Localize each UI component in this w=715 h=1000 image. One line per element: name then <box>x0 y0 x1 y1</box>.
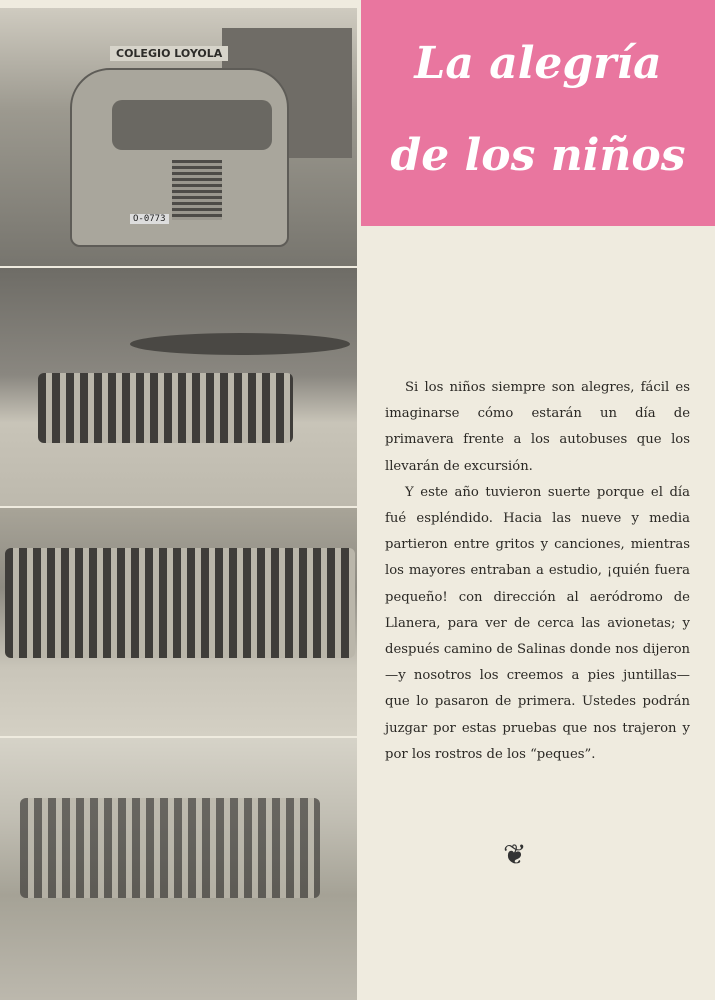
paragraph: Si los niños siempre son alegres, fácil es imaginarse cómo estarán un día de primavera frente a los autobuses que los llevarán de excursión. <box>385 380 690 474</box>
title-banner <box>361 0 715 226</box>
photo-beach-sand <box>0 738 357 1000</box>
bus-plate: O-0773 <box>130 214 169 224</box>
bus-windshield <box>112 100 272 150</box>
photo-airplane-group <box>0 268 357 506</box>
airplane-wing <box>130 333 350 355</box>
title-line-1: La alegría <box>414 38 662 89</box>
photo-beach-dunes <box>0 508 357 736</box>
children-group <box>38 373 293 443</box>
paragraph: Y este año tuvieron suerte porque el día fué espléndido. Hacia las nueve y media partieron entre gritos y canciones, mientras los mayores entraban a estudio, ¡quién fuera pequeño! con dirección al aeródromo de Llanera, para ver de cerca las avionetas; y después camino de Salinas donde nos dijeron —y nosotros los creemos a pies juntillas— que lo pasaron de primera. Ustedes podrán juzgar por estas pruebas que nos trajeron y por los rostros de los “peques”. <box>385 484 690 762</box>
photo-school-bus <box>0 8 357 266</box>
children-group <box>5 548 355 658</box>
bus <box>70 68 289 247</box>
children-group <box>20 798 320 898</box>
bus-grille <box>172 160 222 220</box>
article-body <box>385 375 690 768</box>
bus-sign: COLEGIO LOYOLA <box>110 46 228 61</box>
ornament-icon: ❦ <box>503 838 527 871</box>
title-line-2: de los niños <box>390 130 686 181</box>
